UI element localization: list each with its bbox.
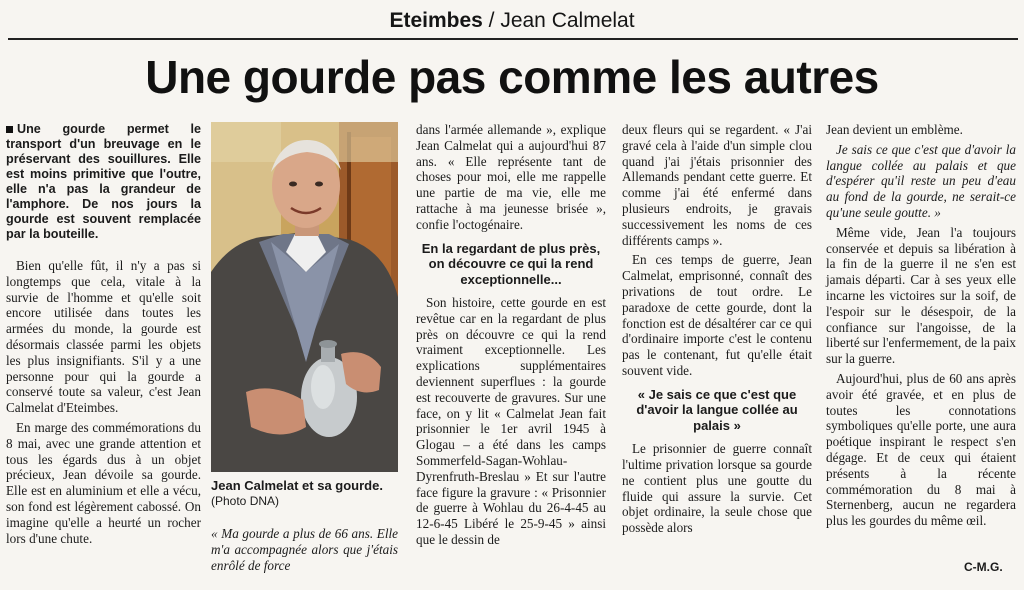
paragraph: Jean devient un emblème. [826,122,963,137]
subheading-1: En la regardant de plus près, on découvre ce qui la rend exceptionnelle... [421,240,601,287]
paragraph: En ces temps de guerre, Jean Calmelat, emprisonné, connaît des privations de tout ordre. Le paradoxe de cette gourde, dont la fonction est de désaltérer car ce qui d'ordinaire importe c'est le contenu pas le contenant, fut qu'elle était souvent vide. [622,252,812,378]
paragraph: Même vide, Jean l'a toujours conservée et depuis sa libération à la fin de la guerre il ne s'en est jamais départi. Car à ses yeux elle incarne les victoires sur la soif, de l'espoir sur le désespoir, de la confiance sur l'angoisse, de la liberté sur l'enfermement, de la paix sur la guerre. [826,224,1016,367]
kicker-separator: / [482,9,501,32]
kicker-subject: Jean Calmelat [500,9,635,32]
paragraph: dans l'armée allemande », explique Jean Calmelat qui a aujourd'hui 87 ans. « Elle représente tant de choses pour moi, elle me rappelle une partie de ma vie, elle me rattache à ma jeunesse brisée », confie l'octogénaire. [416,122,606,232]
paragraph [826,142,1016,221]
author-signature: C-M.G. [964,560,1003,574]
subheading-2: « Je sais ce que c'est que d'avoir la langue collée au palais » [636,386,798,433]
bullet-square-icon [6,126,13,133]
kicker-location: Eteimbes [389,9,483,32]
article-lead [6,122,201,242]
quote-text: Je sais ce que c'est que d'avoir la langue collée au palais et que d'espérer qu'il reste un peu d'eau au fond de la gourde, ne serait-ce qu'une seule goutte. » [826,141,1016,220]
column-1 [6,122,201,550]
article-photo [211,122,398,472]
photo-jean-calmelat-with-canteen [211,122,398,472]
quote-start [211,526,398,573]
header-rule [8,38,1018,40]
quote-text: « Ma gourde a plus de 66 ans. Elle m'a accompagnée alors que j'étais enrôlé de force [211,526,398,573]
article-headline: Une gourde pas comme les autres [145,51,879,103]
lead-text: Une gourde permet le transport d'un breuvage en le préservant des souillures. Elle est moins primitive que l'outre, elle n'a pas la grandeur de l'amphore. De nos jours la gourde est souvent remplacée par la bouteille. [6,122,201,241]
paragraph: Bien qu'elle fût, il n'y a pas si longtemps que cela, vitale à la survie de l'homme et qu'elle soit encore utilisée dans toutes les armées du monde, la gourde est désormais classée parmi les objets les plus insignifiants. S'il y a une personne pour qui la gourde a conservé toute sa valeur, c'est Jean Calmelat d'Eteimbes. [6,258,201,416]
column-3 [416,122,606,552]
caption-title: Jean Calmelat et sa gourde. [211,478,383,493]
column-5 [826,122,1016,533]
article-kicker [0,8,1024,34]
caption-credit: (Photo DNA) [211,494,280,508]
paragraph: Son histoire, cette gourde en est revêtue car en la regardant de plus près on découvre ce qui la rend vraiment exceptionnelle. Les explications supplémentaires deviennent superflues : la gourde est recouverte de gravures. Sur une face, on y lit « Calmelat Jean fait prisonnier le 1er avril 1945 à Glogau – a été dans les camps Sommerfeld-Sagan-Wohlau-Dyrenfruth-Breslau » Et sur l'autre face figure la gravure : « Prisonnier de guerre à Wohlau du 26-4-45 au 12-6-45 Libéré le 25-9-45 » ainsi que le dessin de [416,295,606,548]
column-4 [622,122,812,540]
paragraph: Aujourd'hui, plus de 60 ans après avoir été gravée, et en plus de toutes les connotations symboliques qu'elle porte, une aura poétique inspirant le respect s'en dégage. Et de ceux qui étaient présents à la récente commémoration du 8 mai à Sternenberg, aucun ne regardera plus les gourdes du même œil. [826,370,1016,529]
photo-caption [211,478,411,509]
paragraph: deux fleurs qui se regardent. « J'ai gravé cela à l'aide d'un simple clou quand j'ai j'étais prisonnier des Allemands pendant cette guerre. Et comme j'ai été enfermé dans plusieurs endroits, je gravais successivement les noms de ces différents camps ». [622,122,812,248]
paragraph: Le prisonnier de guerre connaît l'ultime privation lorsque sa gourde ne contient plus une goutte du fluide qui assure la survie. Cet objet ordinaire, la seule chose que possède alors [622,441,812,536]
paragraph: En marge des commémorations du 8 mai, avec une grande attention et tous les égards dus à un objet précieux, Jean dévoile sa gourde. Elle est en aluminium et elle a vécu, son fond est légèrement cabossé. On imagine qu'elle a heurté un rocher lors d'une chute. [6,419,201,546]
